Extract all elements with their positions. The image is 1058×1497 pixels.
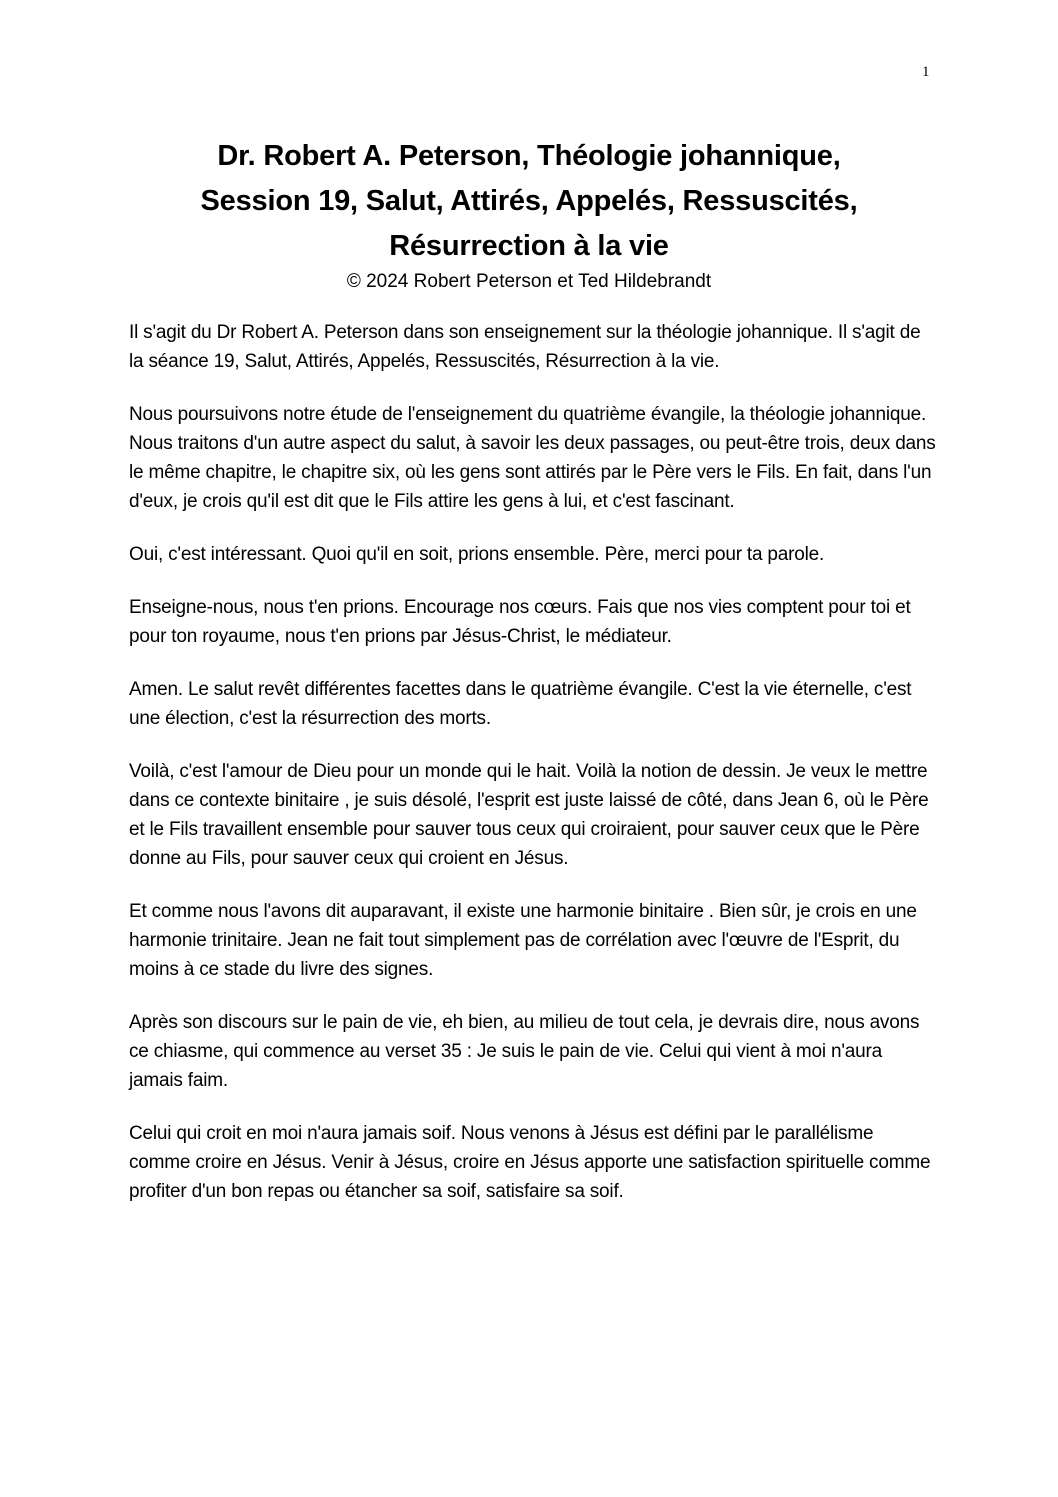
copyright-notice: © 2024 Robert Peterson et Ted Hildebrandt [346,271,712,292]
title-line: Résurrection à la vie [389,230,669,262]
paragraph: Nous poursuivons notre étude de l'enseignement du quatrième évangile, la théologie johannique. Nous traitons d'un autre aspect du salut, à savoir les deux passages, ou peut-être trois, deux dans le même chapitre, le chapitre six, où les gens sont attirés par le Père vers le Fils. En fait, dans l'un d'eux, je crois qu'il est dit que le Fils attire les gens à lui, et c'est fascinant. [129,404,936,512]
document-header [120,134,938,295]
paragraph: Celui qui croit en moi n'aura jamais soif. Nous venons à Jésus est défini par le parallélisme comme croire en Jésus. Venir à Jésus, croire en Jésus apporte une satisfaction spirituelle comme profiter d'un bon repas ou étancher sa soif, satisfaire sa soif. [129,1123,931,1202]
paragraph: Il s'agit du Dr Robert A. Peterson dans son enseignement sur la théologie johannique. Il s'agit de la séance 19, Salut, Attirés, Appelés, Ressuscités, Résurrection à la vie. [129,322,921,372]
document-body [129,318,939,1230]
paragraph: Après son discours sur le pain de vie, eh bien, au milieu de tout cela, je devrais dire, nous avons ce chiasme, qui commence au verset 35 : Je suis le pain de vie. Celui qui vient à moi n'aura jamais faim. [129,1012,920,1091]
paragraph: Amen. Le salut revêt différentes facettes dans le quatrième évangile. C'est la vie éternelle, c'est une élection, c'est la résurrection des morts. [129,679,912,729]
document-title [120,134,938,269]
paragraph: Et comme nous l'avons dit auparavant, il existe une harmonie binitaire . Bien sûr, je crois en une harmonie trinitaire. Jean ne fait tout simplement pas de corrélation avec l'œuvre de l'Esprit, du moins à ce stade du livre des signes. [129,901,917,980]
title-line: Dr. Robert A. Peterson, Théologie johannique, [217,140,841,172]
title-line: Session 19, Salut, Attirés, Appelés, Ressuscités, [200,185,858,217]
paragraph: Enseigne-nous, nous t'en prions. Encourage nos cœurs. Fais que nos vies comptent pour toi et pour ton royaume, nous t'en prions par Jésus-Christ, le médiateur. [129,597,911,647]
page-number: 1 [922,64,930,80]
paragraph: Oui, c'est intéressant. Quoi qu'il en soit, prions ensemble. Père, merci pour ta parole. [129,544,825,565]
paragraph: Voilà, c'est l'amour de Dieu pour un monde qui le hait. Voilà la notion de dessin. Je veux le mettre dans ce contexte binitaire , je suis désolé, l'esprit est juste laissé de côté, dans Jean 6, où le Père et le Fils travaillent ensemble pour sauver tous ceux qui croiraient, pour sauver ceux que le Père donne au Fils, pour sauver ceux qui croient en Jésus. [129,761,929,869]
